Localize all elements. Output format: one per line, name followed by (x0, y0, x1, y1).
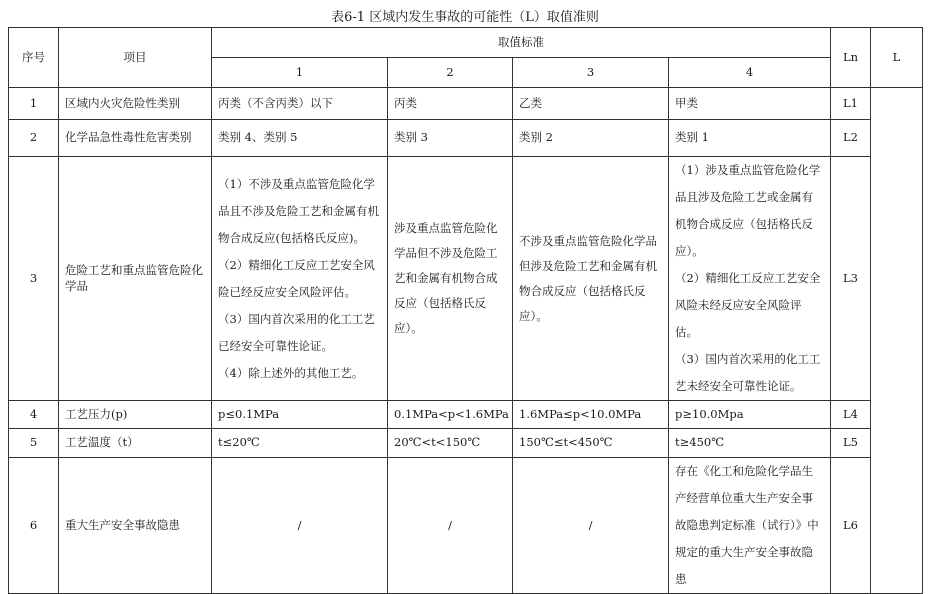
row-no: 3 (9, 157, 59, 401)
row-value-3: 乙类 (513, 88, 669, 120)
row-value-4: p≥10.0Mpa (669, 401, 831, 429)
table-row (9, 120, 923, 157)
row-no: 1 (9, 88, 59, 120)
header-level-1: 1 (212, 58, 388, 88)
row-value-4 (669, 157, 831, 401)
row-no: 4 (9, 401, 59, 429)
row-value-2: 类别 3 (388, 120, 513, 157)
criteria-paragraph: 存在《化工和危险化学品生产经营单位重大生产安全事故隐患判定标准（试行）》中规定的重大生产安全事故隐患 (675, 464, 819, 586)
header-level-3: 3 (513, 58, 669, 88)
row-item: 危险工艺和重点监管危险化学品 (59, 157, 212, 401)
table-row (9, 429, 923, 458)
row-value-4: 甲类 (669, 88, 831, 120)
criteria-paragraph: （4）除上述外的其他工艺。 (218, 365, 364, 380)
criteria-paragraph: （2）精细化工反应工艺安全风险未经反应安全风险评估。 (675, 271, 821, 339)
table-title: 表6-1 区域内发生事故的可能性（L）取值准则 (331, 10, 599, 25)
criteria-paragraph: （3）国内首次采用的化工工艺已经安全可靠性论证。 (218, 311, 375, 353)
row-value-3: 1.6MPa≤p<10.0MPa (513, 401, 669, 429)
row-value-1 (212, 157, 388, 401)
row-ln: L1 (831, 88, 871, 120)
header-criteria: 取值标准 (212, 28, 831, 58)
row-value-1: t≤20℃ (212, 429, 388, 458)
row-no: 2 (9, 120, 59, 157)
row-value-1: 类别 4、类别 5 (212, 120, 388, 157)
row-value-4: t≥450℃ (669, 429, 831, 458)
row-value-2: / (388, 458, 513, 594)
header-l: L (871, 28, 923, 88)
l-merged-cell (871, 88, 923, 594)
row-value-2: 0.1MPa<p<1.6MPa (388, 401, 513, 429)
row-value-3: 150℃≤t<450℃ (513, 429, 669, 458)
row-value-2 (388, 157, 513, 401)
row-value-3 (513, 157, 669, 401)
header-level-4: 4 (669, 58, 831, 88)
row-ln: L4 (831, 401, 871, 429)
criteria-paragraph: （3）国内首次采用的化工工艺未经安全可靠性论证。 (675, 352, 821, 393)
row-value-1: / (212, 458, 388, 594)
row-item: 化学品急性毒性危害类别 (59, 120, 212, 157)
row-value-3: 类别 2 (513, 120, 669, 157)
row-value-4: 类别 1 (669, 120, 831, 157)
row-item: 重大生产安全事故隐患 (59, 458, 212, 594)
header-level-2: 2 (388, 58, 513, 88)
row-value-2: 丙类 (388, 88, 513, 120)
header-item: 项目 (59, 28, 212, 88)
criteria-paragraph: （1）涉及重点监管危险化学品且涉及危险工艺或金属有机物合成反应（包括格氏反应）。 (675, 163, 821, 258)
header-no: 序号 (9, 28, 59, 88)
row-value-4 (669, 458, 831, 594)
row-value-1: 丙类（不含丙类）以下 (212, 88, 388, 120)
row-item: 区域内火灾危险性类别 (59, 88, 212, 120)
criteria-paragraph: （1）不涉及重点监管危险化学品且不涉及危险工艺和金属有机物合成反应(包括格氏反应)。 (218, 176, 379, 245)
row-ln: L3 (831, 157, 871, 401)
criteria-paragraph: 不涉及重点监管危险化学品但涉及危险工艺和金属有机物合成反应（包括格氏反应）。 (519, 233, 657, 323)
table-row (9, 88, 923, 120)
row-value-3: / (513, 458, 669, 594)
table-row (9, 401, 923, 429)
likelihood-criteria-table (8, 27, 923, 594)
row-no: 5 (9, 429, 59, 458)
criteria-paragraph: 涉及重点监管危险化学品但不涉及危险工艺和金属有机物合成反应（包括格氏反应）。 (394, 221, 498, 335)
row-value-2: 20℃<t<150℃ (388, 429, 513, 458)
row-value-1: p≤0.1MPa (212, 401, 388, 429)
table-row (9, 157, 923, 401)
header-ln: Ln (831, 28, 871, 88)
row-ln: L2 (831, 120, 871, 157)
table-row (9, 458, 923, 594)
criteria-paragraph: （2）精细化工反应工艺安全风险已经反应安全风险评估。 (218, 257, 375, 299)
row-no: 6 (9, 458, 59, 594)
row-item: 工艺压力(p) (59, 401, 212, 429)
row-item: 工艺温度（t） (59, 429, 212, 458)
row-ln: L5 (831, 429, 871, 458)
row-ln: L6 (831, 458, 871, 594)
